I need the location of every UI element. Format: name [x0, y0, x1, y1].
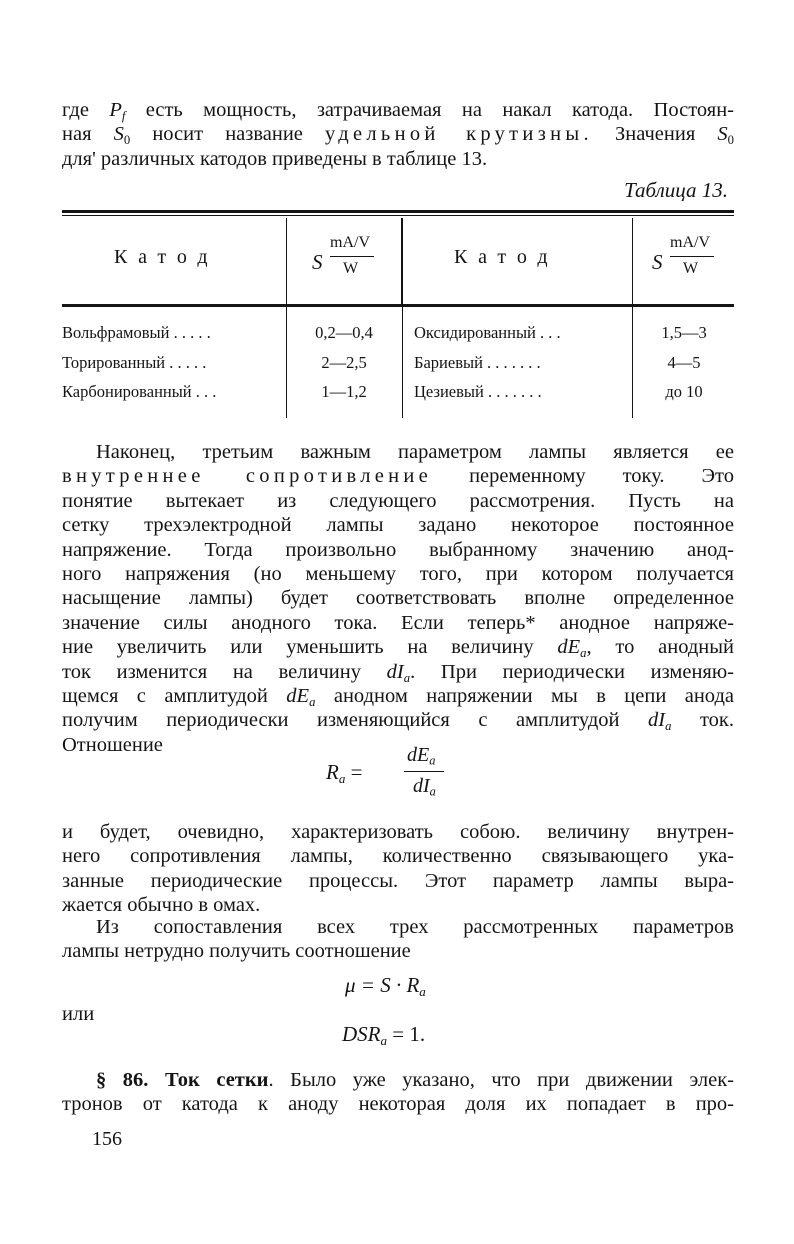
- book-page: где $P_f$ есть мощность, затрачиваемая на накал катода. Постоян- ная $S_0$ носит название удельной крутизны. Значения $S_0$ для' различных катодов приведены в таблице 13. Таблица 13. Катод S mA/V W Катод S mA/V W Вольфрамовый . . . . . 0,2—0,4 Торированный . . . . . 2—2,5 Карбонированный . . . 1—1,2 Оксидированный . . . 1,5—3 Бариевый . . . . . . . 4—5 Цезиевый . . . . . . . до 10 Наконец, третьим важным параметром лампы является ее внутреннее сопротивление переменному току. Это понятие вытекает из следующего рассмотрения. Пусть на сетку трехэлектродной лампы задано некоторое постоянное напряжение. Тогда произвольно выбранному значению анод- ного напряжения (но меньшему того, при котором получается насыщение лампы) будет соответствовать вполне определенное значение силы анодного тока. Если теперь* анодное напряже- ние увеличить или уменьшить на величину $dE_a$, то анодный ток изменится на величину $dI_a$. При периодически изменяю- щемся с амплитудой $dE_a$ анодном напряжении мы в цепи анода получим периодически изменяющийся с амплитудой $dI_a$ ток. Отношение $R_a$ = $dE_a$ $dI_a$ и будет, очевидно, характеризовать собою. величину внутрен- него сопротивления лампы, количественно связывающего ука- занные периодические процессы. Этот параметр лампы выра- жается обычно в омах. Из сопоставления всех трех рассмотренных параметров лампы нетрудно получить соотношение $\mu = S \cdot R_a$ или $DSR_a = 1$. § 86. Ток сетки. Было уже указано, что при движении элек- тронов от катода к аноду некоторая доля их попадает в про- 156: [62, 99, 735, 1150]
- table-cell-value: 2—2,5: [321, 353, 367, 372]
- header-cathode-left: Катод: [114, 246, 219, 268]
- paragraph-internal-resistance: Наконец, третьим важным параметром лампы является ее внутреннее сопротивление переменному току. Это понятие вытекает из следующего рассмотрения. Пусть на сетку трехэлектродной лампы задано некоторое постоянное напряжение. Тогда произвольно выбранному значению анод- ного напряжения (но меньшему того, при котором получается насыщение лампы) будет соответствовать вполне определенное значение силы анодного тока. Если теперь* анодное напряже- ние увеличить или уменьшить на величину $dE_a$, то анодный ток изменится на величину $dI_a$. При периодически изменяю- щемся с амплитудой $dE_a$ анодном напряжении мы в цепи анода получим периодически изменяющийся с амплитудой $dI_a$ ток. Отношение: [62, 441, 735, 756]
- table-rule-top: [62, 210, 734, 213]
- paragraph-intro: где $P_f$ есть мощность, затрачиваемая на накал катода. Постоян- ная $S_0$ носит название удельной крутизны. Значения $S_0$ для' различных катодов приведены в таблице 13.: [62, 99, 734, 170]
- table-cell-value: 4—5: [667, 353, 701, 372]
- table-cell-value: 1—1,2: [321, 382, 367, 401]
- formula-dsr: $DSR_a = 1$.: [342, 1022, 426, 1048]
- header-cathode-right: Катод: [454, 246, 559, 268]
- table-divider-2a: [401, 218, 403, 304]
- table-divider-2b: [402, 307, 403, 418]
- table-divider-3: [632, 218, 633, 418]
- table-cell-value: до 10: [665, 382, 703, 401]
- paragraph-characterizes: и будет, очевидно, характеризовать собою. величину внутрен- него сопротивления лампы, количественно связывающего ука- занные периодические процессы. Этот параметр лампы выра- жается обычно в омах.: [62, 821, 734, 917]
- page-number: 156: [92, 1128, 122, 1150]
- table-cell-value: 0,2—0,4: [315, 323, 373, 342]
- table-divider-1: [286, 218, 287, 418]
- table-cell-name: Бариевый . . . . . . .: [414, 353, 541, 372]
- table-rule-header: [62, 304, 734, 307]
- table-13: Катод S mA/V W Катод S mA/V W Вольфрамовый . . . . . 0,2—0,4 Торированный . . . . . 2—2,5 Карбонированный . . . 1—1,2 Оксидированный . . . 1,5—3 Бариевый . . . . . . . 4—5 Цезиевый . . . . . . . до 10: [62, 210, 734, 422]
- table-cell-name: Торированный . . . . .: [62, 353, 207, 372]
- formula-mu: $\mu = S \cdot R_a$: [345, 973, 426, 999]
- table-cell-name: Карбонированный . . .: [62, 382, 217, 401]
- table-cell-name: Вольфрамовый . . . . .: [62, 323, 211, 342]
- table-cell-name: Цезиевый . . . . . . .: [414, 382, 542, 401]
- or-word: или: [62, 1003, 95, 1025]
- table-cell-name: Оксидированный . . .: [414, 323, 561, 342]
- table-cell-value: 1,5—3: [661, 323, 707, 342]
- table-rule-top-thin: [62, 215, 734, 216]
- section-heading: § 86. Ток сетки: [96, 1069, 269, 1091]
- paragraph-comparison: Из сопоставления всех трех рассмотренных параметров лампы нетрудно получить соотношение: [62, 916, 734, 963]
- section-86: § 86. Ток сетки. Было уже указано, что при движении элек- тронов от катода к аноду некоторая доля их попадает в про-: [62, 1069, 734, 1116]
- table-caption: Таблица 13.: [624, 178, 728, 202]
